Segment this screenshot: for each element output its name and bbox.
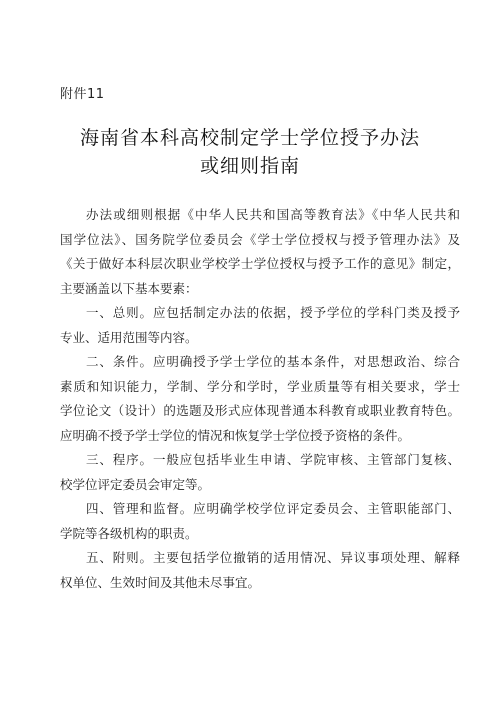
text-line: 素质和知识能力，学制、学分和学时，学业质量等有相关要求，学士 <box>60 378 460 394</box>
paragraph-conditions <box>60 350 460 448</box>
paragraph-intro <box>60 203 460 301</box>
text-line: 专业、适用范围等内容。 <box>60 329 198 345</box>
paragraph-management <box>60 497 460 546</box>
text-line: 权单位、生效时间及其他未尽事宜。 <box>60 574 261 590</box>
document-title-line-2: 或细则指南 <box>199 155 300 177</box>
paragraph-procedure <box>60 448 460 497</box>
text-line: 办法或细则根据《中华人民共和国高等教育法》《中华人民共和 <box>86 207 460 222</box>
attachment-label: 附件11 <box>60 87 105 102</box>
text-line: 二、条件。应明确授予学士学位的基本条件，对思想政治、综合 <box>86 354 460 369</box>
paragraph-supplementary <box>60 546 460 595</box>
text-line: 应明确不授予学士学位的情况和恢复学士学位授予资格的条件。 <box>60 427 411 443</box>
text-line: 校学位评定委员会审定等。 <box>60 476 211 492</box>
document-body <box>60 203 460 595</box>
text-line: 三、程序。一般应包括毕业生申请、学院审核、主管部门复核、 <box>86 452 460 467</box>
text-line: 学院等各级机构的职责。 <box>60 525 198 541</box>
text-line: 国学位法》、国务院学位委员会《学士学位授权与授予管理办法》及 <box>60 231 460 247</box>
document-title-line-1: 海南省本科高校制定学士学位授予办法 <box>79 127 420 149</box>
paragraph-general-provisions <box>60 301 460 350</box>
text-line: 主要涵盖以下基本要素： <box>60 280 198 296</box>
text-line: 《关于做好本科层次职业学校学士学位授权与授予工作的意见》制定， <box>60 256 460 271</box>
text-line: 一、总则。应包括制定办法的依据，授予学位的学科门类及授予 <box>86 305 460 320</box>
text-line: 学位论文（设计）的选题及形式应体现普通本科教育或职业教育特色。 <box>60 403 460 418</box>
text-line: 四、管理和监督。应明确学校学位评定委员会、主管职能部门、 <box>86 501 460 516</box>
text-line: 五、附则。主要包括学位撤销的适用情况、异议事项处理、解释 <box>86 550 460 565</box>
